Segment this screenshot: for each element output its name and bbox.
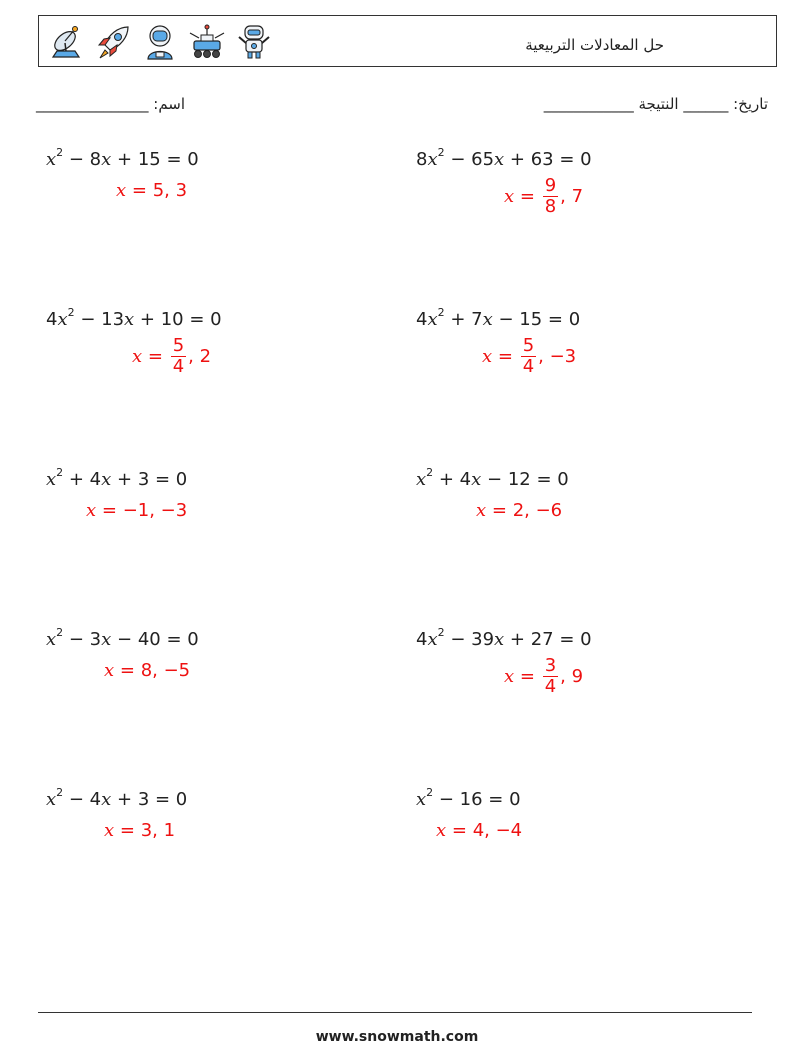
date-score-label: تاريخ: ______ النتيجة ____________	[543, 95, 768, 113]
footer-divider	[38, 1012, 752, 1013]
answer-fraction: $\frac{3}{4}$	[544, 655, 557, 697]
problem-answer: x = $\frac{9}{8}$ , 7	[504, 175, 584, 217]
answer-fraction: $\frac{5}{4}$	[172, 335, 185, 377]
satellite-dish-icon	[45, 21, 87, 63]
problem-equation: $x^2 - 8x + 15 = 0$	[46, 146, 199, 170]
problem-answer: x = 8, −5	[104, 660, 191, 681]
problem-answer: x = $\frac{5}{4}$ , 2	[132, 335, 212, 377]
problem-answer: x = 3, 1	[104, 820, 176, 841]
answer-fraction: $\frac{9}{8}$	[544, 175, 557, 217]
worksheet-title: حل المعادلات التربيعية	[525, 36, 664, 54]
name-field-label: اسم: _______________	[36, 95, 186, 113]
problem-answer: x = 5, 3	[116, 180, 188, 201]
problem-answer: x = −1, −3	[86, 500, 188, 521]
problem-equation: $x^2 - 4x + 3 = 0$	[46, 786, 188, 810]
problem-equation: $x^2 + 4x + 3 = 0$	[46, 466, 188, 490]
astronaut-icon	[139, 21, 181, 63]
answer-fraction: $\frac{5}{4}$	[522, 335, 535, 377]
problem-answer: x = 4, −4	[436, 820, 523, 841]
robot-icon	[233, 21, 275, 63]
problem-answer: x = $\frac{3}{4}$ , 9	[504, 655, 584, 697]
problem-equation: $x^2 - 16 = 0$	[416, 786, 521, 810]
problem-answer: x = $\frac{5}{4}$ , −3	[482, 335, 577, 377]
problem-answer: x = 2, −6	[476, 500, 563, 521]
rocket-icon	[92, 21, 134, 63]
problem-equation: $4x^2 - 39x + 27 = 0$	[416, 626, 592, 650]
problem-equation: $x^2 + 4x - 12 = 0$	[416, 466, 569, 490]
header-icons	[45, 20, 275, 64]
rover-icon	[186, 21, 228, 63]
problem-equation: $4x^2 + 7x - 15 = 0$	[416, 306, 581, 330]
worksheet-header	[38, 15, 777, 67]
problem-equation: $x^2 - 3x - 40 = 0$	[46, 626, 199, 650]
problem-equation: $8x^2 - 65x + 63 = 0$	[416, 146, 592, 170]
footer-url: www.snowmath.com	[315, 1029, 479, 1045]
problem-equation: $4x^2 - 13x + 10 = 0$	[46, 306, 222, 330]
